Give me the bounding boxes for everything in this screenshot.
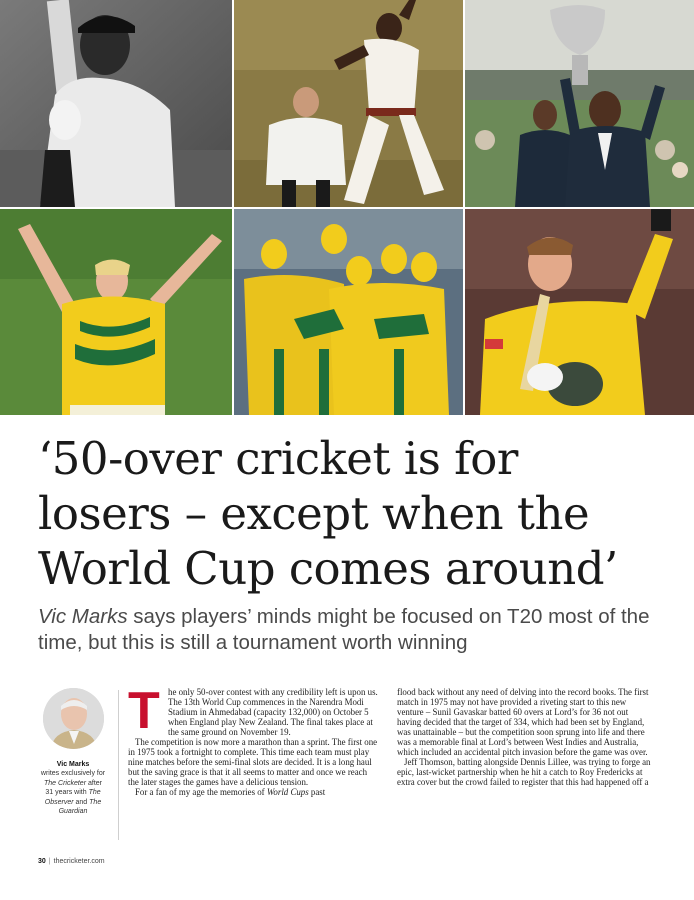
footer-site: thecricketer.com (53, 858, 105, 865)
author-name: Vic Marks (56, 761, 90, 768)
column-rule (118, 690, 119, 840)
paragraph: flood back without any need of delving into the record books. The first match in 1975 may not have provided a riveting start to this new venture – Sunil Gavaskar batted 60 overs at Lord’s for 36 not out having decided that the target of 334, which had been set by England, was unattainable – but the competition soon sprung into life and there was a memorable final at Lord’s between West Indies and Australia, which included an accidental pitch invasion before the game was over. (397, 687, 649, 758)
standfirst (38, 604, 678, 656)
standfirst-author: Vic Marks (38, 605, 128, 628)
headline (38, 431, 678, 596)
author-bio-text: after 31 years with (45, 779, 102, 797)
body-column-2 (397, 687, 653, 787)
photo-grid (0, 0, 694, 415)
paragraph (128, 787, 378, 797)
photo-celebration-arms-raised (0, 209, 232, 415)
page-number: 30 (38, 858, 46, 865)
author-bio (40, 760, 106, 816)
author-bio-pub: The Observer (44, 789, 101, 806)
paragraph: The competition is now more a marathon than a sprint. The first one in 1975 took a fortnight to complete. This time each team must play nine matches before the semi-final slots are decided. It is a long haul but the saving grace is that it all seems to matter and once we reach the later stages the games have a delicious tension. (128, 737, 378, 788)
paragraph-italic: World Cups (266, 787, 309, 798)
paragraph-text: past (308, 787, 326, 798)
author-bio-text: writes exclusively for (40, 770, 106, 778)
photo-batsman-bw (0, 0, 232, 207)
body-column-1 (128, 682, 378, 798)
drop-cap: T (128, 682, 160, 740)
headline-line-1: ‘50-over cricket is for (38, 432, 518, 485)
photo-trophy-lift (465, 0, 694, 207)
author-bio-pub: The Guardian (58, 798, 102, 816)
photo-bowler-umpire (234, 0, 463, 207)
paragraph-text: For a fan of my age the memories of (135, 787, 267, 798)
standfirst-text: says players’ minds might be focused on T20 most of the time, but this is still a tournament worth winning (38, 605, 650, 654)
headline-line-2: losers – except when the (38, 487, 590, 540)
paragraph: he only 50-over contest with any credibility left is upon us. The 13th World Cup commences in the Narendra Modi Stadium in Ahmedabad (capacity 132,000) on October 5 when England play New Zealand. The final takes place at the same ground on November 19. (168, 687, 378, 738)
paragraph: Jeff Thomson, batting alongside Dennis Lillee, was trying to forge an epic, last-wicket partnership when he hit a catch to Roy Fredericks at extra cover but the crowd failed to register that this had happened off a (397, 757, 651, 788)
photo-team-huddle (234, 209, 463, 415)
footer-separator: | (48, 858, 51, 865)
author-bio-pub: The Cricketer (44, 779, 87, 787)
page-footer (38, 858, 105, 865)
author-bio-text: and (73, 798, 90, 806)
author-avatar (43, 688, 104, 749)
photo-bat-raised (465, 209, 694, 415)
headline-line-3: World Cup comes around’ (38, 542, 618, 595)
